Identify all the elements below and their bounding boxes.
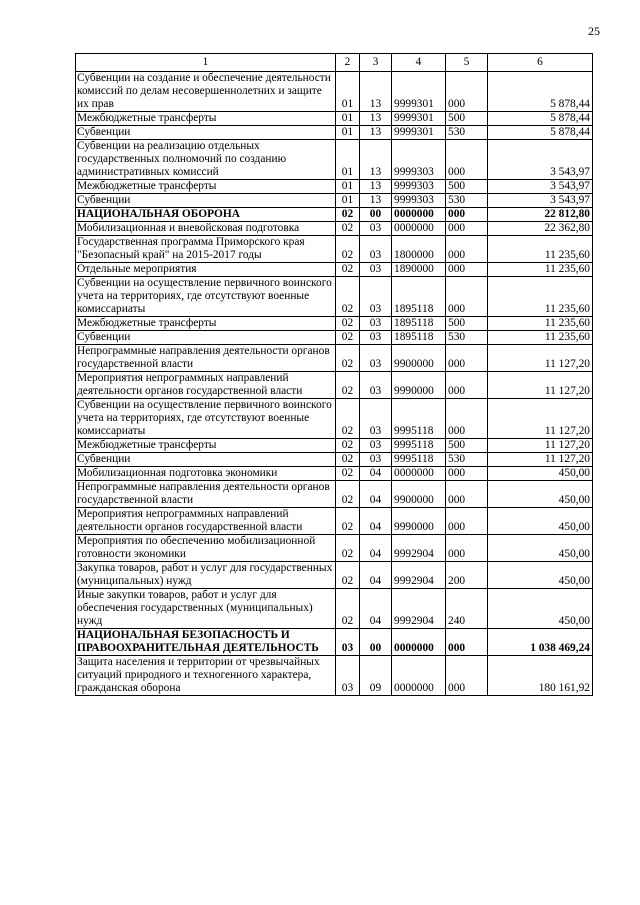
table-row <box>76 399 593 439</box>
table-row <box>76 481 593 508</box>
table-row <box>76 140 593 180</box>
cell-section: 02 <box>336 589 360 629</box>
cell-expense-type: 240 <box>446 589 488 629</box>
cell-target-article: 9995118 <box>392 453 446 467</box>
cell-name: Мобилизационная подготовка экономики <box>76 467 336 481</box>
cell-expense-type: 000 <box>446 263 488 277</box>
cell-amount: 11 127,20 <box>488 399 593 439</box>
cell-target-article: 0000000 <box>392 222 446 236</box>
cell-expense-type: 000 <box>446 345 488 372</box>
cell-name: Непрограммные направления деятельности органов государственной власти <box>76 481 336 508</box>
table-row <box>76 439 593 453</box>
cell-name: Межбюджетные трансферты <box>76 439 336 453</box>
cell-expense-type: 000 <box>446 481 488 508</box>
cell-expense-type: 000 <box>446 236 488 263</box>
cell-target-article: 9992904 <box>392 589 446 629</box>
cell-section: 01 <box>336 180 360 194</box>
table-row <box>76 126 593 140</box>
cell-expense-type: 500 <box>446 317 488 331</box>
cell-expense-type: 000 <box>446 467 488 481</box>
cell-amount: 3 543,97 <box>488 140 593 180</box>
cell-name: Иные закупки товаров, работ и услуг для обеспечения государственных (муниципальных) нужд <box>76 589 336 629</box>
cell-name: Субвенции на создание и обеспечение деятельности комиссий по делам несовершеннолетних и защите их прав <box>76 72 336 112</box>
cell-expense-type: 000 <box>446 508 488 535</box>
cell-expense-type: 000 <box>446 535 488 562</box>
cell-name: Мобилизационная и вневойсковая подготовка <box>76 222 336 236</box>
cell-section: 02 <box>336 317 360 331</box>
cell-name: Межбюджетные трансферты <box>76 180 336 194</box>
cell-name: Мероприятия непрограммных направлений деятельности органов государственной власти <box>76 508 336 535</box>
cell-target-article: 9999303 <box>392 194 446 208</box>
cell-section: 02 <box>336 399 360 439</box>
cell-amount: 450,00 <box>488 481 593 508</box>
table-row <box>76 194 593 208</box>
cell-target-article: 9999301 <box>392 72 446 112</box>
cell-section: 02 <box>336 331 360 345</box>
table-row <box>76 236 593 263</box>
cell-name: НАЦИОНАЛЬНАЯ ОБОРОНА <box>76 208 336 222</box>
cell-name: Отдельные мероприятия <box>76 263 336 277</box>
cell-amount: 5 878,44 <box>488 112 593 126</box>
cell-subsection: 04 <box>360 481 392 508</box>
cell-name: Мероприятия по обеспечению мобилизационной готовности экономики <box>76 535 336 562</box>
cell-section: 02 <box>336 208 360 222</box>
header-amount: 6 <box>488 54 593 72</box>
cell-expense-type: 000 <box>446 222 488 236</box>
cell-target-article: 9999301 <box>392 112 446 126</box>
cell-expense-type: 000 <box>446 277 488 317</box>
cell-expense-type: 000 <box>446 629 488 656</box>
table-row <box>76 72 593 112</box>
cell-expense-type: 000 <box>446 372 488 399</box>
cell-target-article: 1895118 <box>392 277 446 317</box>
cell-name: Субвенции на осуществление первичного воинского учета на территориях, где отсутствуют военные комиссариаты <box>76 399 336 439</box>
cell-subsection: 03 <box>360 277 392 317</box>
cell-subsection: 03 <box>360 222 392 236</box>
cell-subsection: 03 <box>360 399 392 439</box>
table-row <box>76 508 593 535</box>
cell-subsection: 03 <box>360 345 392 372</box>
cell-amount: 450,00 <box>488 508 593 535</box>
cell-target-article: 9900000 <box>392 481 446 508</box>
cell-section: 02 <box>336 277 360 317</box>
cell-expense-type: 000 <box>446 140 488 180</box>
table-row <box>76 277 593 317</box>
page-number: 25 <box>588 24 600 38</box>
cell-amount: 22 812,80 <box>488 208 593 222</box>
cell-section: 01 <box>336 72 360 112</box>
cell-section: 02 <box>336 345 360 372</box>
cell-amount: 11 235,60 <box>488 317 593 331</box>
cell-target-article: 0000000 <box>392 656 446 696</box>
table-row <box>76 656 593 696</box>
cell-amount: 11 235,60 <box>488 277 593 317</box>
cell-name: Государственная программа Приморского края "Безопасный край" на 2015-2017 годы <box>76 236 336 263</box>
cell-expense-type: 500 <box>446 439 488 453</box>
cell-section: 02 <box>336 236 360 263</box>
cell-subsection: 03 <box>360 372 392 399</box>
cell-amount: 1 038 469,24 <box>488 629 593 656</box>
cell-name: Субвенции <box>76 194 336 208</box>
cell-expense-type: 000 <box>446 656 488 696</box>
cell-subsection: 13 <box>360 180 392 194</box>
cell-name: Межбюджетные трансферты <box>76 112 336 126</box>
cell-target-article: 1895118 <box>392 317 446 331</box>
cell-subsection: 03 <box>360 317 392 331</box>
cell-amount: 11 127,20 <box>488 372 593 399</box>
cell-target-article: 1895118 <box>392 331 446 345</box>
cell-target-article: 9999303 <box>392 180 446 194</box>
cell-amount: 450,00 <box>488 467 593 481</box>
cell-amount: 11 127,20 <box>488 453 593 467</box>
cell-section: 02 <box>336 222 360 236</box>
header-expense-type: 5 <box>446 54 488 72</box>
cell-subsection: 04 <box>360 562 392 589</box>
cell-section: 02 <box>336 467 360 481</box>
table-row <box>76 263 593 277</box>
cell-target-article: 1800000 <box>392 236 446 263</box>
cell-name: Субвенции на реализацию отдельных государственных полномочий по созданию административных комиссий <box>76 140 336 180</box>
cell-name: Субвенции <box>76 453 336 467</box>
table-row <box>76 180 593 194</box>
cell-subsection: 00 <box>360 208 392 222</box>
cell-name: Субвенции на осуществление первичного воинского учета на территориях, где отсутствуют военные комиссариаты <box>76 277 336 317</box>
cell-section: 01 <box>336 126 360 140</box>
cell-expense-type: 200 <box>446 562 488 589</box>
cell-target-article: 9999301 <box>392 126 446 140</box>
cell-subsection: 03 <box>360 439 392 453</box>
cell-subsection: 03 <box>360 331 392 345</box>
cell-amount: 450,00 <box>488 562 593 589</box>
cell-target-article: 9990000 <box>392 508 446 535</box>
header-subsection: 3 <box>360 54 392 72</box>
cell-subsection: 04 <box>360 467 392 481</box>
header-name: 1 <box>76 54 336 72</box>
table-row <box>76 535 593 562</box>
table-row <box>76 208 593 222</box>
cell-name: Межбюджетные трансферты <box>76 317 336 331</box>
cell-section: 03 <box>336 629 360 656</box>
cell-section: 02 <box>336 508 360 535</box>
cell-subsection: 09 <box>360 656 392 696</box>
cell-target-article: 1890000 <box>392 263 446 277</box>
table-row <box>76 112 593 126</box>
cell-name: Мероприятия непрограммных направлений деятельности органов государственной власти <box>76 372 336 399</box>
table-row <box>76 629 593 656</box>
cell-section: 03 <box>336 656 360 696</box>
cell-target-article: 9995118 <box>392 399 446 439</box>
cell-section: 02 <box>336 263 360 277</box>
table-row <box>76 345 593 372</box>
cell-target-article: 0000000 <box>392 467 446 481</box>
header-section: 2 <box>336 54 360 72</box>
cell-expense-type: 530 <box>446 126 488 140</box>
cell-amount: 11 127,20 <box>488 439 593 453</box>
cell-target-article: 9999303 <box>392 140 446 180</box>
cell-expense-type: 500 <box>446 180 488 194</box>
table-row <box>76 331 593 345</box>
cell-name: Субвенции <box>76 331 336 345</box>
table-row <box>76 372 593 399</box>
cell-name: Защита населения и территории от чрезвычайных ситуаций природного и техногенного характера, гражданская оборона <box>76 656 336 696</box>
table-row <box>76 589 593 629</box>
cell-amount: 3 543,97 <box>488 194 593 208</box>
cell-subsection: 00 <box>360 629 392 656</box>
cell-name: Закупка товаров, работ и услуг для государственных (муниципальных) нужд <box>76 562 336 589</box>
cell-target-article: 0000000 <box>392 629 446 656</box>
cell-subsection: 04 <box>360 589 392 629</box>
cell-target-article: 9995118 <box>392 439 446 453</box>
cell-section: 02 <box>336 481 360 508</box>
table-row <box>76 562 593 589</box>
cell-section: 02 <box>336 453 360 467</box>
cell-amount: 180 161,92 <box>488 656 593 696</box>
table-row <box>76 467 593 481</box>
cell-name: Субвенции <box>76 126 336 140</box>
cell-amount: 5 878,44 <box>488 72 593 112</box>
cell-expense-type: 000 <box>446 208 488 222</box>
cell-amount: 11 127,20 <box>488 345 593 372</box>
cell-expense-type: 500 <box>446 112 488 126</box>
table-row <box>76 222 593 236</box>
budget-table <box>75 53 593 696</box>
cell-amount: 11 235,60 <box>488 331 593 345</box>
cell-amount: 22 362,80 <box>488 222 593 236</box>
cell-expense-type: 530 <box>446 331 488 345</box>
cell-section: 02 <box>336 562 360 589</box>
cell-target-article: 9990000 <box>392 372 446 399</box>
cell-expense-type: 530 <box>446 453 488 467</box>
cell-expense-type: 000 <box>446 72 488 112</box>
cell-section: 02 <box>336 439 360 453</box>
cell-target-article: 9992904 <box>392 562 446 589</box>
cell-subsection: 03 <box>360 453 392 467</box>
cell-section: 01 <box>336 112 360 126</box>
cell-amount: 5 878,44 <box>488 126 593 140</box>
cell-subsection: 13 <box>360 112 392 126</box>
cell-subsection: 03 <box>360 263 392 277</box>
cell-target-article: 9992904 <box>392 535 446 562</box>
cell-name: Непрограммные направления деятельности органов государственной власти <box>76 345 336 372</box>
cell-target-article: 9900000 <box>392 345 446 372</box>
table-row <box>76 317 593 331</box>
cell-section: 01 <box>336 140 360 180</box>
header-target-article: 4 <box>392 54 446 72</box>
cell-amount: 450,00 <box>488 535 593 562</box>
cell-subsection: 04 <box>360 535 392 562</box>
cell-target-article: 0000000 <box>392 208 446 222</box>
cell-amount: 11 235,60 <box>488 263 593 277</box>
table-row <box>76 453 593 467</box>
cell-amount: 450,00 <box>488 589 593 629</box>
cell-expense-type: 000 <box>446 399 488 439</box>
table-header-row <box>76 54 593 72</box>
cell-name: НАЦИОНАЛЬНАЯ БЕЗОПАСНОСТЬ И ПРАВООХРАНИТЕЛЬНАЯ ДЕЯТЕЛЬНОСТЬ <box>76 629 336 656</box>
cell-amount: 11 235,60 <box>488 236 593 263</box>
cell-subsection: 04 <box>360 508 392 535</box>
cell-amount: 3 543,97 <box>488 180 593 194</box>
cell-subsection: 13 <box>360 140 392 180</box>
cell-subsection: 13 <box>360 194 392 208</box>
cell-section: 01 <box>336 194 360 208</box>
cell-subsection: 03 <box>360 236 392 263</box>
cell-section: 02 <box>336 372 360 399</box>
cell-subsection: 13 <box>360 126 392 140</box>
cell-subsection: 13 <box>360 72 392 112</box>
cell-section: 02 <box>336 535 360 562</box>
cell-expense-type: 530 <box>446 194 488 208</box>
